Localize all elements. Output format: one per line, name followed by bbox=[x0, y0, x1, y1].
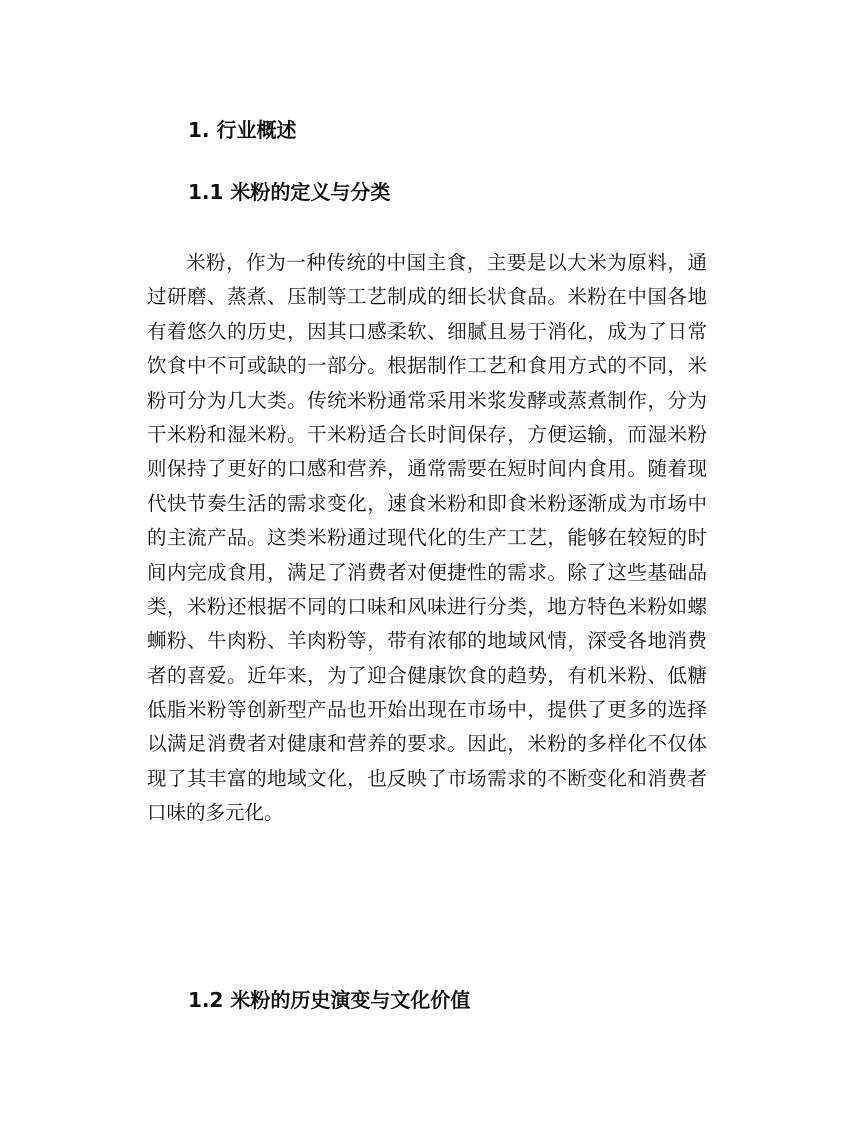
paragraph-rice-noodle-definition bbox=[147, 246, 707, 831]
paragraph-line: 口味的多元化。 bbox=[147, 801, 284, 825]
section-heading-1-1: 1.1 米粉的定义与分类 bbox=[188, 180, 391, 204]
paragraph-line: 饮食中不可或缺的一部分。根据制作工艺和食用方式的不同，米 bbox=[147, 354, 707, 378]
section-heading-1: 1. 行业概述 bbox=[188, 118, 297, 142]
paragraph-line: 米粉，作为一种传统的中国主食，主要是以大米为原料，通 bbox=[186, 251, 707, 274]
paragraph-line: 以满足消费者对健康和营养的要求。因此，米粉的多样化不仅体 bbox=[147, 732, 707, 756]
paragraph-line: 的主流产品。这类米粉通过现代化的生产工艺，能够在较短的时 bbox=[147, 526, 707, 550]
paragraph-line: 有着悠久的历史，因其口感柔软、细腻且易于消化，成为了日常 bbox=[147, 319, 707, 343]
paragraph-line: 干米粉和湿米粉。干米粉适合长时间保存，方便运输，而湿米粉 bbox=[147, 422, 707, 446]
paragraph-line: 粉可分为几大类。传统米粉通常采用米浆发酵或蒸煮制作，分为 bbox=[147, 388, 707, 412]
paragraph-line: 间内完成食用，满足了消费者对便捷性的需求。除了这些基础品 bbox=[147, 560, 707, 584]
paragraph-line: 过研磨、蒸煮、压制等工艺制成的细长状食品。米粉在中国各地 bbox=[147, 285, 707, 309]
paragraph-line: 者的喜爱。近年来，为了迎合健康饮食的趋势，有机米粉、低糖 bbox=[147, 663, 707, 687]
paragraph-line: 代快节奏生活的需求变化，速食米粉和即食米粉逐渐成为市场中 bbox=[147, 491, 707, 515]
paragraph-line: 现了其丰富的地域文化，也反映了市场需求的不断变化和消费者 bbox=[147, 766, 707, 790]
paragraph-line: 低脂米粉等创新型产品也开始出现在市场中，提供了更多的选择 bbox=[147, 698, 707, 722]
paragraph-line: 则保持了更好的口感和营养，通常需要在短时间内食用。随着现 bbox=[147, 457, 707, 481]
paragraph-line: 类，米粉还根据不同的口味和风味进行分类，地方特色米粉如螺 bbox=[147, 594, 707, 618]
section-heading-1-2: 1.2 米粉的历史演变与文化价值 bbox=[188, 988, 471, 1012]
paragraph-line: 蛳粉、牛肉粉、羊肉粉等，带有浓郁的地域风情，深受各地消费 bbox=[147, 629, 707, 653]
